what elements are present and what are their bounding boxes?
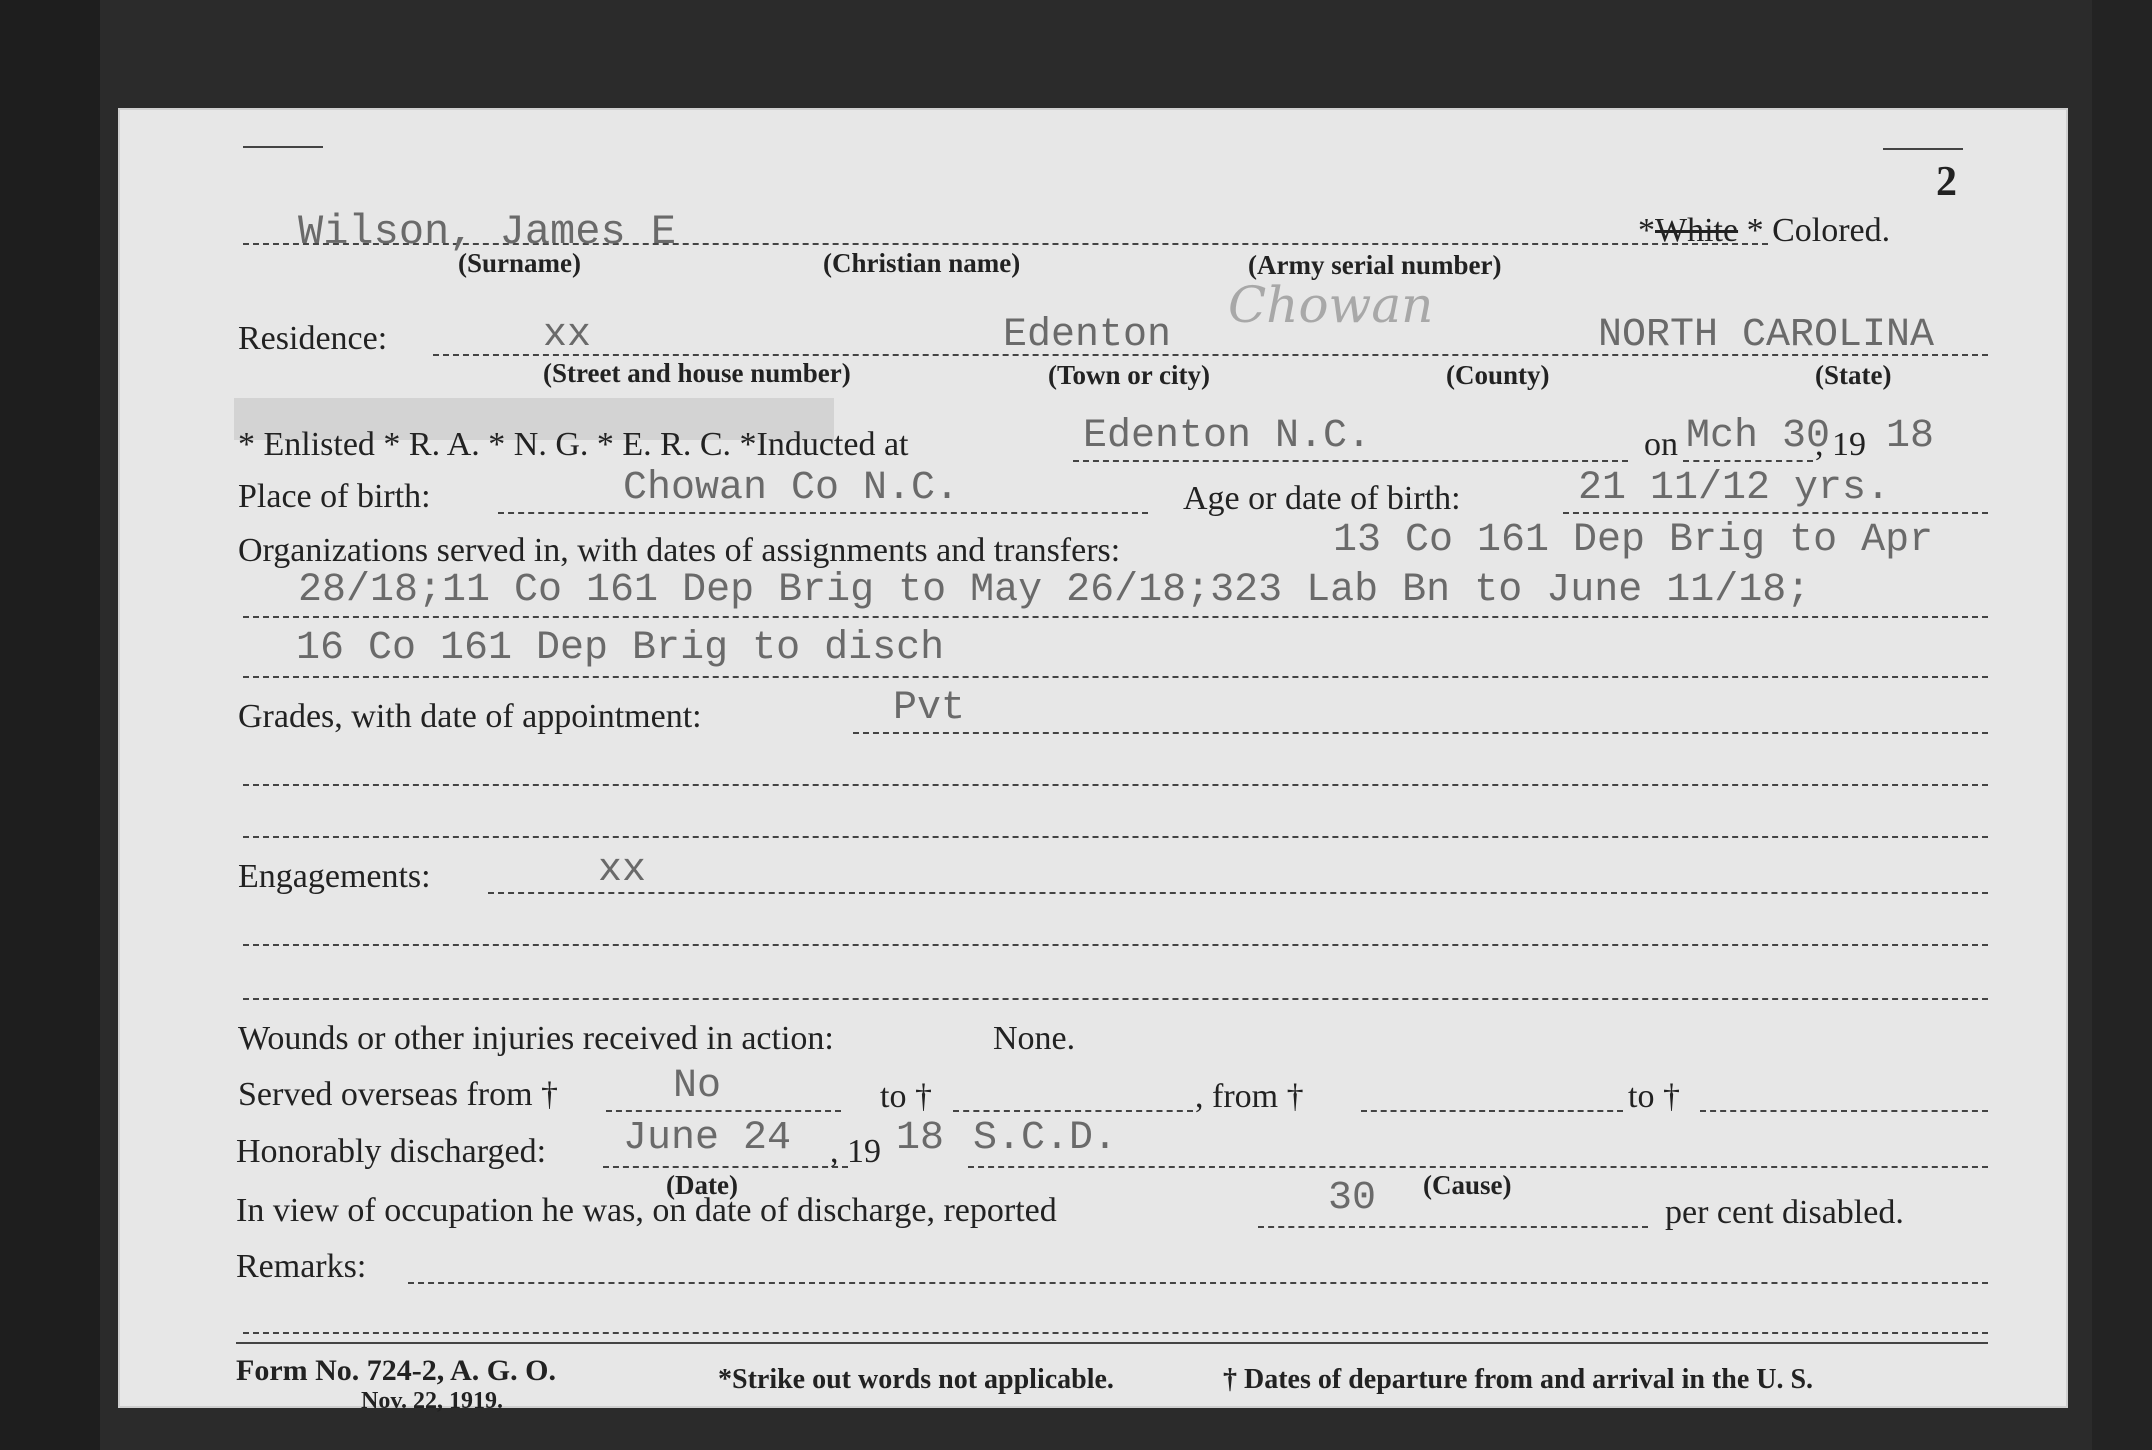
- disability-line: [1258, 1226, 1648, 1228]
- overseas-to2-line: [1700, 1110, 1988, 1112]
- race-white: White: [1655, 212, 1739, 249]
- christian-name-caption: (Christian name): [823, 248, 1021, 278]
- residence-town: Edenton: [1003, 313, 1172, 358]
- grades-extra-line-2: [243, 836, 1988, 838]
- discharge-date-line: [603, 1166, 848, 1168]
- discharge-year-prefix: , 19: [830, 1133, 881, 1170]
- town-caption: (Town or city): [1048, 360, 1210, 390]
- discharge-date: June 24: [623, 1116, 792, 1161]
- engagements-extra-line-2: [243, 998, 1988, 1000]
- organizations-line3: 16 Co 161 Dep Brig to disch: [296, 626, 945, 671]
- engagements-value: xx: [598, 848, 647, 893]
- form-date: Nov. 22, 1919.: [361, 1388, 504, 1414]
- engagements-line: [488, 892, 1988, 894]
- residence-label: Residence:: [238, 320, 388, 357]
- top-right-rule: [1883, 148, 1963, 150]
- race-star-colored: *: [1746, 212, 1764, 249]
- organizations-line2: 28/18;11 Co 161 Dep Brig to May 26/18;323 Lab Bn to June 11/18;: [298, 568, 1811, 613]
- age-line: [1563, 512, 1988, 514]
- place-of-birth-value: Chowan Co N.C.: [623, 466, 960, 511]
- residence-county-handwritten: Chowan: [1228, 276, 1434, 334]
- enlisted-year: 18: [1886, 414, 1935, 459]
- wounds-label: Wounds or other injuries received in action:: [238, 1020, 834, 1057]
- discharge-date-caption: (Date): [666, 1170, 738, 1200]
- enlisted-label: * Enlisted * R. A. * N. G. * E. R. C. *Inducted at: [238, 426, 909, 463]
- enlisted-on-label: on: [1644, 426, 1678, 463]
- enlisted-place-line: [1073, 460, 1628, 462]
- remarks-label: Remarks:: [236, 1248, 367, 1285]
- enlisted-date-line: [1683, 460, 1813, 462]
- race-colored: Colored.: [1772, 212, 1891, 249]
- overseas-from-line: [606, 1110, 841, 1112]
- discharge-cause: S.C.D.: [973, 1116, 1118, 1161]
- engagements-label: Engagements:: [238, 858, 431, 895]
- surname-caption: (Surname): [458, 248, 581, 278]
- background-left: [0, 0, 100, 1450]
- strike-note: *Strike out words not applicable.: [718, 1364, 1114, 1395]
- enlisted-year-prefix: , 19: [1815, 426, 1866, 463]
- overseas-to-line: [953, 1110, 1193, 1112]
- age-label: Age or date of birth:: [1183, 480, 1461, 517]
- page-number: 2: [1936, 159, 1957, 205]
- overseas-from2-line: [1361, 1110, 1623, 1112]
- organizations-label: Organizations served in, with dates of assignments and transfers:: [238, 532, 1121, 569]
- name-value: Wilson, James E: [298, 208, 677, 256]
- grades-line: [853, 732, 1988, 734]
- overseas-from2-label: , from †: [1195, 1078, 1304, 1115]
- remarks-extra-line: [243, 1332, 1988, 1334]
- grades-extra-line-1: [243, 784, 1988, 786]
- discharge-cause-caption: (Cause): [1423, 1170, 1512, 1200]
- service-record-card: [118, 108, 2068, 1414]
- grades-value: Pvt: [893, 686, 966, 731]
- remarks-line: [408, 1282, 1988, 1284]
- discharge-label: Honorably discharged:: [236, 1133, 547, 1170]
- enlisted-place: Edenton N.C.: [1083, 414, 1372, 459]
- county-caption: (County): [1446, 360, 1550, 390]
- age-value: 21 11/12 yrs.: [1578, 466, 1891, 511]
- overseas-from-value: No: [673, 1064, 722, 1109]
- grades-label: Grades, with date of appointment:: [238, 698, 702, 735]
- race-options: [1638, 212, 1890, 250]
- footer-rule: [236, 1342, 1988, 1344]
- place-of-birth-line: [498, 512, 1148, 514]
- organizations-line3-rule: [243, 676, 1988, 678]
- discharge-cause-line: [968, 1166, 1988, 1168]
- dates-note: † Dates of departure from and arrival in the U. S.: [1223, 1364, 1814, 1395]
- form-number: Form No. 724-2, A. G. O.: [236, 1354, 556, 1387]
- disability-label: In view of occupation he was, on date of discharge, reported: [236, 1192, 1057, 1229]
- wounds-value: None.: [993, 1020, 1076, 1057]
- race-star-white: *: [1638, 212, 1655, 249]
- overseas-to2-label: to †: [1628, 1078, 1680, 1115]
- overseas-label: Served overseas from †: [238, 1076, 559, 1113]
- street-caption: (Street and house number): [543, 358, 851, 388]
- disability-value: 30: [1328, 1176, 1377, 1221]
- disability-suffix: per cent disabled.: [1665, 1194, 1904, 1231]
- organizations-line2-rule: [243, 616, 1988, 618]
- residence-street: xx: [543, 313, 592, 358]
- background-right: [2092, 0, 2152, 1450]
- organizations-line1: 13 Co 161 Dep Brig to Apr: [1333, 518, 1934, 563]
- place-of-birth-label: Place of birth:: [238, 478, 431, 515]
- enlisted-date: Mch 30: [1686, 414, 1831, 459]
- state-caption: (State): [1815, 360, 1892, 390]
- residence-state: NORTH CAROLINA: [1598, 313, 1935, 358]
- serial-number-caption: (Army serial number): [1248, 250, 1502, 280]
- discharge-year: 18: [896, 1116, 945, 1161]
- engagements-extra-line-1: [243, 944, 1988, 946]
- overseas-to-label: to †: [880, 1078, 932, 1115]
- top-left-rule: [243, 146, 323, 148]
